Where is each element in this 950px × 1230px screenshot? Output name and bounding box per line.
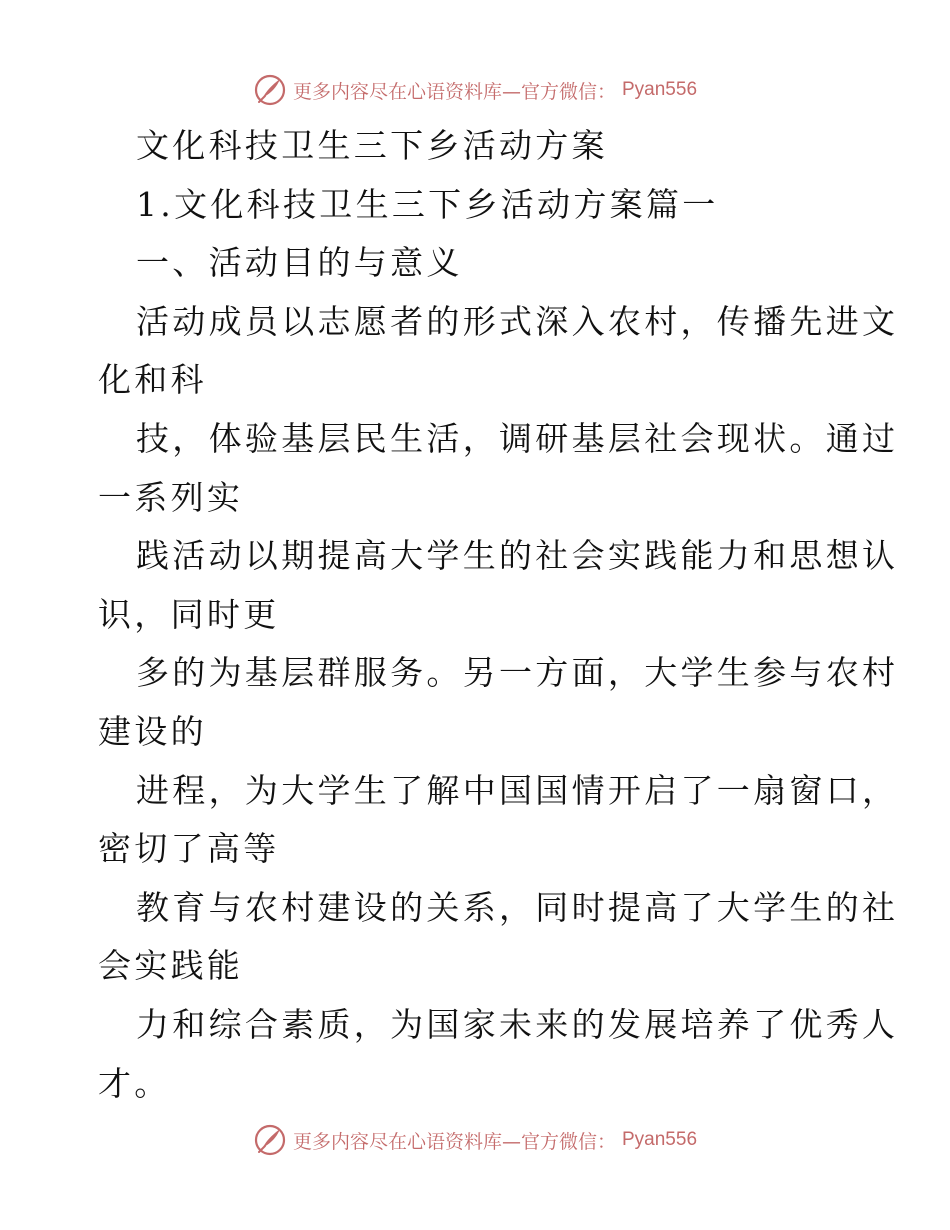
paragraph-line: 一系列实: [98, 477, 244, 517]
paragraph-line: 密切了高等: [98, 829, 280, 869]
wechat-id: Pyan556: [622, 79, 698, 100]
paragraph-line: 践活动以期提高大学生的社会实践能力和思想认: [136, 536, 899, 576]
paragraph-line: 才。: [98, 1063, 171, 1103]
watermark-text: 更多内容尽在心语资料库—官方微信：: [292, 1130, 616, 1153]
paragraph-line: 技，体验基层民生活，调研基层社会现状。通过: [136, 418, 899, 458]
document-subtitle: 1.文化科技卫生三下乡活动方案篇一: [136, 184, 719, 224]
paragraph-line: 教育与农村建设的关系，同时提高了大学生的社: [136, 887, 899, 927]
header-watermark: [0, 70, 950, 110]
paragraph-line: 进程，为大学生了解中国国情开启了一扇窗口，: [136, 770, 899, 810]
paragraph-line: 力和综合素质，为国家未来的发展培养了优秀人: [136, 1004, 899, 1044]
paragraph-line: 活动成员以志愿者的形式深入农村，传播先进文: [136, 301, 899, 341]
section-heading: 一、活动目的与意义: [136, 243, 463, 283]
quill-logo-icon: [253, 73, 287, 107]
wechat-id: Pyan556: [622, 1129, 698, 1150]
document-title: 文化科技卫生三下乡活动方案: [136, 126, 608, 165]
paragraph-line: 建设的: [98, 711, 207, 751]
document-body: [98, 117, 899, 1113]
watermark-text: 更多内容尽在心语资料库—官方微信：: [292, 80, 616, 103]
footer-watermark: [0, 1120, 950, 1160]
quill-logo-icon: [253, 1123, 287, 1157]
paragraph-line: 会实践能: [98, 946, 244, 986]
paragraph-line: 识，同时更: [98, 594, 280, 634]
paragraph-line: 多的为基层群服务。另一方面，大学生参与农村: [136, 653, 899, 693]
paragraph-line: 化和科: [98, 360, 207, 400]
